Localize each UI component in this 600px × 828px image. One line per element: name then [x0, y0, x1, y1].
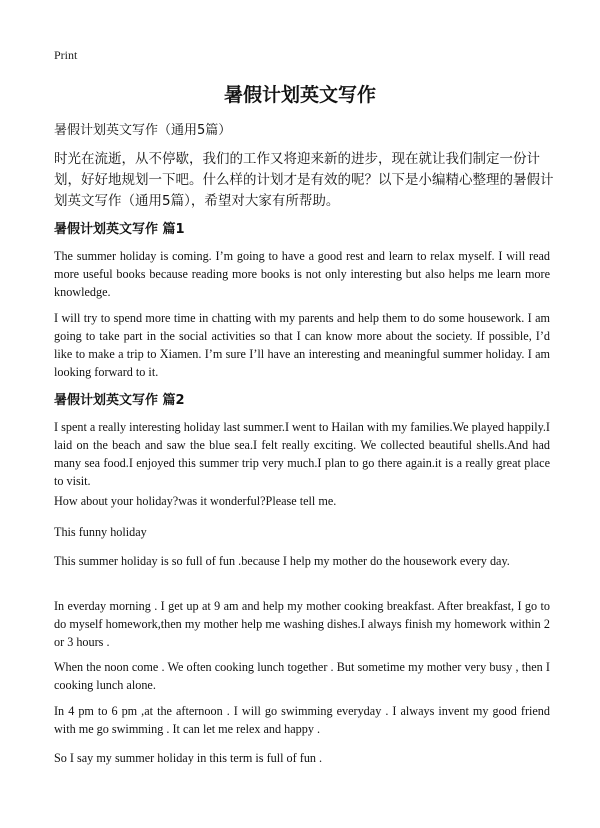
paragraph: This funny holiday	[54, 525, 147, 539]
paragraph: In everday morning . I get up at 9 am and help my mother cooking breakfast. After breakfast, I go to do myself homework,then my mother help me washing dishes.I always finish my homework within 2 or 3 hours .	[54, 599, 550, 649]
intro-paragraph: 时光在流逝，从不停歇，我们的工作又将迎来新的进步，现在就让我们制定一份计划，好好地规划一下吧。什么样的计划才是有效的呢？以下是小编精心整理的暑假计划英文写作（通用5篇），希望对大家有所帮助。	[54, 151, 554, 209]
paragraph: How about your holiday?was it wonderful?Please tell me.	[54, 494, 337, 508]
print-link[interactable]: Print	[54, 48, 78, 62]
paragraph: I spent a really interesting holiday last summer.I went to Hailan with my families.We played happily.I laid on the beach and saw the blue sea.I felt really exciting. We collected beautiful shells.And had many sea food.I enjoyed this summer trip very much.I plan to go there again.it is a really great place to visit.	[54, 420, 550, 488]
paragraph: This summer holiday is so full of fun .because I help my mother do the housework every day.	[54, 554, 510, 568]
paragraph: In 4 pm to 6 pm ,at the afternoon . I will go swimming everyday . I always invent my good friend with me go swimming . It can let me relex and happy .	[54, 704, 550, 736]
paragraph: The summer holiday is coming. I’m going to have a good rest and learn to relax myself. I will read more useful books because reading more books is not only interesting but also helps me learn more knowledge.	[54, 249, 550, 299]
section-heading-1: 暑假计划英文写作 篇1	[54, 222, 185, 237]
paragraph: I will try to spend more time in chatting with my parents and help them to do some housework. I am going to take part in the social activities so that I can know more about the society. If possible, I’d like to make a trip to Xiamen. I’m sure I’ll have an interesting and meaningful summer holiday. I am looking forward to it.	[54, 311, 550, 379]
subtitle: 暑假计划英文写作（通用5篇）	[54, 123, 232, 138]
paragraph: So I say my summer holiday in this term is full of fun .	[54, 751, 323, 765]
section-heading-2: 暑假计划英文写作 篇2	[54, 393, 185, 408]
page-title: 暑假计划英文写作	[223, 84, 376, 106]
paragraph: When the noon come . We often cooking lunch together . But sometime my mother very busy , then I cooking lunch alone.	[54, 660, 550, 692]
